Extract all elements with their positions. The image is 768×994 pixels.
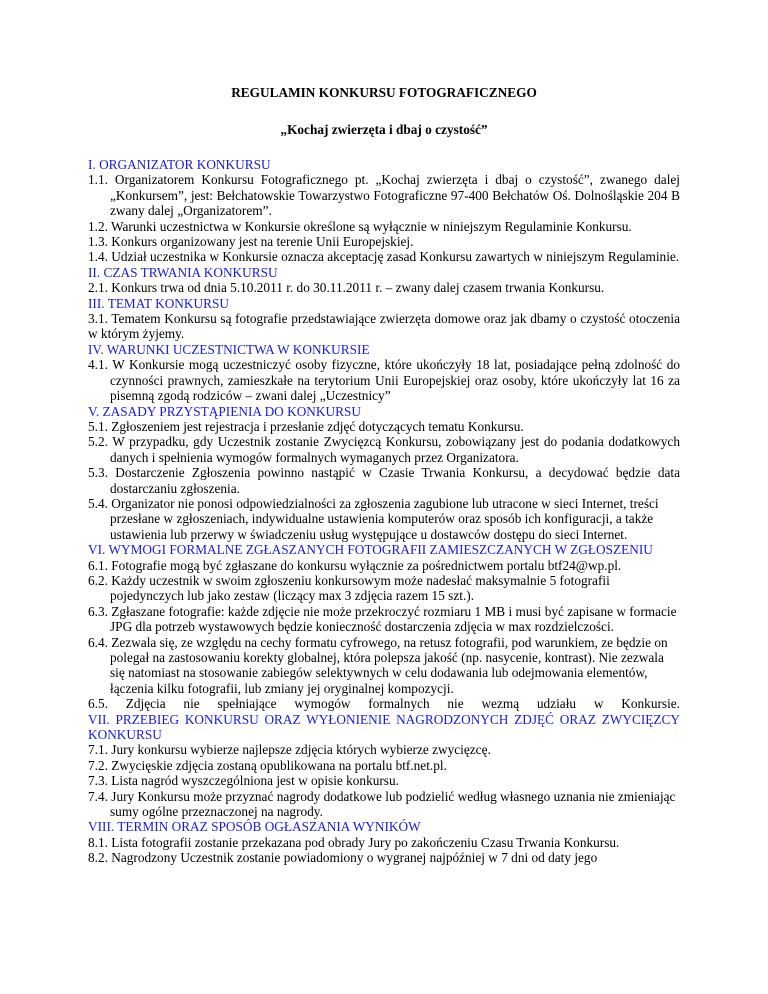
list-item: 5.4. Organizator nie ponosi odpowiedzialności za zgłoszenia zagubione lub utracone w sieci Internet, treści przesłane w zgłoszeniach, indywidualne ustawienia komputerów oraz sposób ich konfiguracji, a także ustawienia lub przerwy w świadczeniu usług występujące u dostawców dostępu do sieci Internet. <box>88 495 659 542</box>
section-heading: IV. WARUNKI UCZESTNICTWA W KONKURSIE <box>88 341 370 357</box>
list-item: 4.1. W Konkursie mogą uczestniczyć osoby fizyczne, które ukończyły 18 lat, posiadające pełną zdolność do czynności prawnych, zamieszkałe na terytorium Unii Europejskiej oraz osoby, które ukończyły lat 16 za pisemną zgodą rodziców – zwani dalej „Uczestnicy” <box>88 357 680 404</box>
section-heading: VI. WYMOGI FORMALNE ZGŁASZANYCH FOTOGRAFII ZAMIESZCZANYCH W ZGŁOSZENIU <box>88 542 653 558</box>
list-item: 6.4. Zezwala się, ze względu na cechy formatu cyfrowego, na retusz fotografii, pod warunkiem, ze będzie on polegał na zastosowaniu korekty globalnej, która polepsza jakość (np. nasycenie, kontrast). Nie zezwala się natomiast na stosowanie zabiegów selektywnych w celu dodawania lub odejmowania elementów, łączenia kilku fotografii, lub zmiany jej oryginalnej kompozycji. <box>88 634 668 696</box>
list-item: 8.1. Lista fotografii zostanie przekazana pod obrady Jury po zakończeniu Czasu Trwania Konkursu. <box>88 834 620 850</box>
list-item: 6.5. Zdjęcia nie spełniające wymogów formalnych nie wezmą udziału w Konkursie. <box>88 696 680 712</box>
section-heading: VIII. TERMIN ORAZ SPOSÓB OGŁASZANIA WYNIKÓW <box>88 819 421 835</box>
list-item: 5.3. Dostarczenie Zgłoszenia powinno nastąpić w Czasie Trwania Konkursu, a decydować będzie data dostarczaniu zgłoszenia. <box>88 465 680 496</box>
document-body <box>88 157 680 866</box>
list-item: 1.4. Udział uczestnika w Konkursie oznacza akceptację zasad Konkursu zawartych w niniejszym Regulaminie. <box>88 249 680 265</box>
document-subtitle: „Kochaj zwierzęta i dbaj o czystość” <box>280 122 488 137</box>
document-title: REGULAMIN KONKURSU FOTOGRAFICZNEGO <box>231 85 537 100</box>
list-item: 5.2. W przypadku, gdy Uczestnik zostanie Zwycięzcą Konkursu, zobowiązany jest do podania dodatkowych danych i spełnienia wymogów formalnych wymaganych przez Organizatora. <box>88 434 680 465</box>
section-heading: III. TEMAT KONKURSU <box>88 295 229 311</box>
section-heading: VII. PRZEBIEG KONKURSU ORAZ WYŁONIENIE NAGRODZONYCH ZDJĘĆ ORAZ ZWYCIĘZCY KONKURSU <box>88 711 680 743</box>
list-item: 8.2. Nagrodzony Uczestnik zostanie powiadomiony o wygranej najpóźniej w 7 dni od daty jego <box>88 850 598 866</box>
section-heading: I. ORGANIZATOR KONKURSU <box>88 157 271 172</box>
list-item: 1.2. Warunki uczestnictwa w Konkursie określone są wyłącznie w niniejszym Regulaminie Konkursu. <box>88 218 632 234</box>
list-item: 7.4. Jury Konkursu może przyznać nagrody dodatkowe lub podzielić według własnego uznania nie zmieniając sumy ogólne przeznaczonej na nagrody. <box>88 788 676 820</box>
list-item: 6.2. Każdy uczestnik w swoim zgłoszeniu konkursowym może nadesłać maksymalnie 5 fotografii pojedynczych lub jako zestaw (liczący max 3 zdjęcia razem 15 szt.). <box>88 572 610 604</box>
list-item: 6.3. Zgłaszane fotografie: każde zdjęcie nie może przekroczyć rozmiaru 1 MB i musi być zapisane w formacie JPG dla potrzeb wystawowych będzie konieczność dostarczenia zdjęcia w max rozdzielczości. <box>88 603 677 635</box>
section-heading: II. CZAS TRWANIA KONKURSU <box>88 264 278 280</box>
list-item: 7.3. Lista nagród wyszczególniona jest w opisie konkursu. <box>88 773 399 789</box>
list-item: 3.1. Tematem Konkursu są fotografie przedstawiające zwierzęta domowe oraz jak dbamy o czystość otoczenia w którym żyjemy. <box>88 311 680 342</box>
list-item: 6.1. Fotografie mogą być zgłaszane do konkursu wyłącznie za pośrednictwem portalu btf24@wp.pl. <box>88 557 622 573</box>
list-item: 1.1. Organizatorem Konkursu Fotograficznego pt. „Kochaj zwierzęta i dbaj o czystość”, zwanego dalej „Konkursem”, jest: Bełchatowskie Towarzystwo Fotograficzne 97-400 Bełchatów Oś. Dolnośląskie 204 B zwany dalej „Organizatorem”. <box>88 172 680 219</box>
list-item: 1.3. Konkurs organizowany jest na terenie Unii Europejskiej. <box>88 234 414 250</box>
list-item: 7.1. Jury konkursu wybierze najlepsze zdjęcia których wybierze zwycięzcę. <box>88 742 491 758</box>
list-item: 7.2. Zwycięskie zdjęcia zostaną opublikowana na portalu btf.net.pl. <box>88 757 447 773</box>
list-item: 5.1. Zgłoszeniem jest rejestracja i przesłanie zdjęć dotyczących tematu Konkursu. <box>88 418 524 434</box>
section-heading: V. ZASADY PRZYSTĄPIENIA DO KONKURSU <box>88 403 361 419</box>
list-item: 2.1. Konkurs trwa od dnia 5.10.2011 r. do 30.11.2011 r. – zwany dalej czasem trwania Konkursu. <box>88 280 605 296</box>
